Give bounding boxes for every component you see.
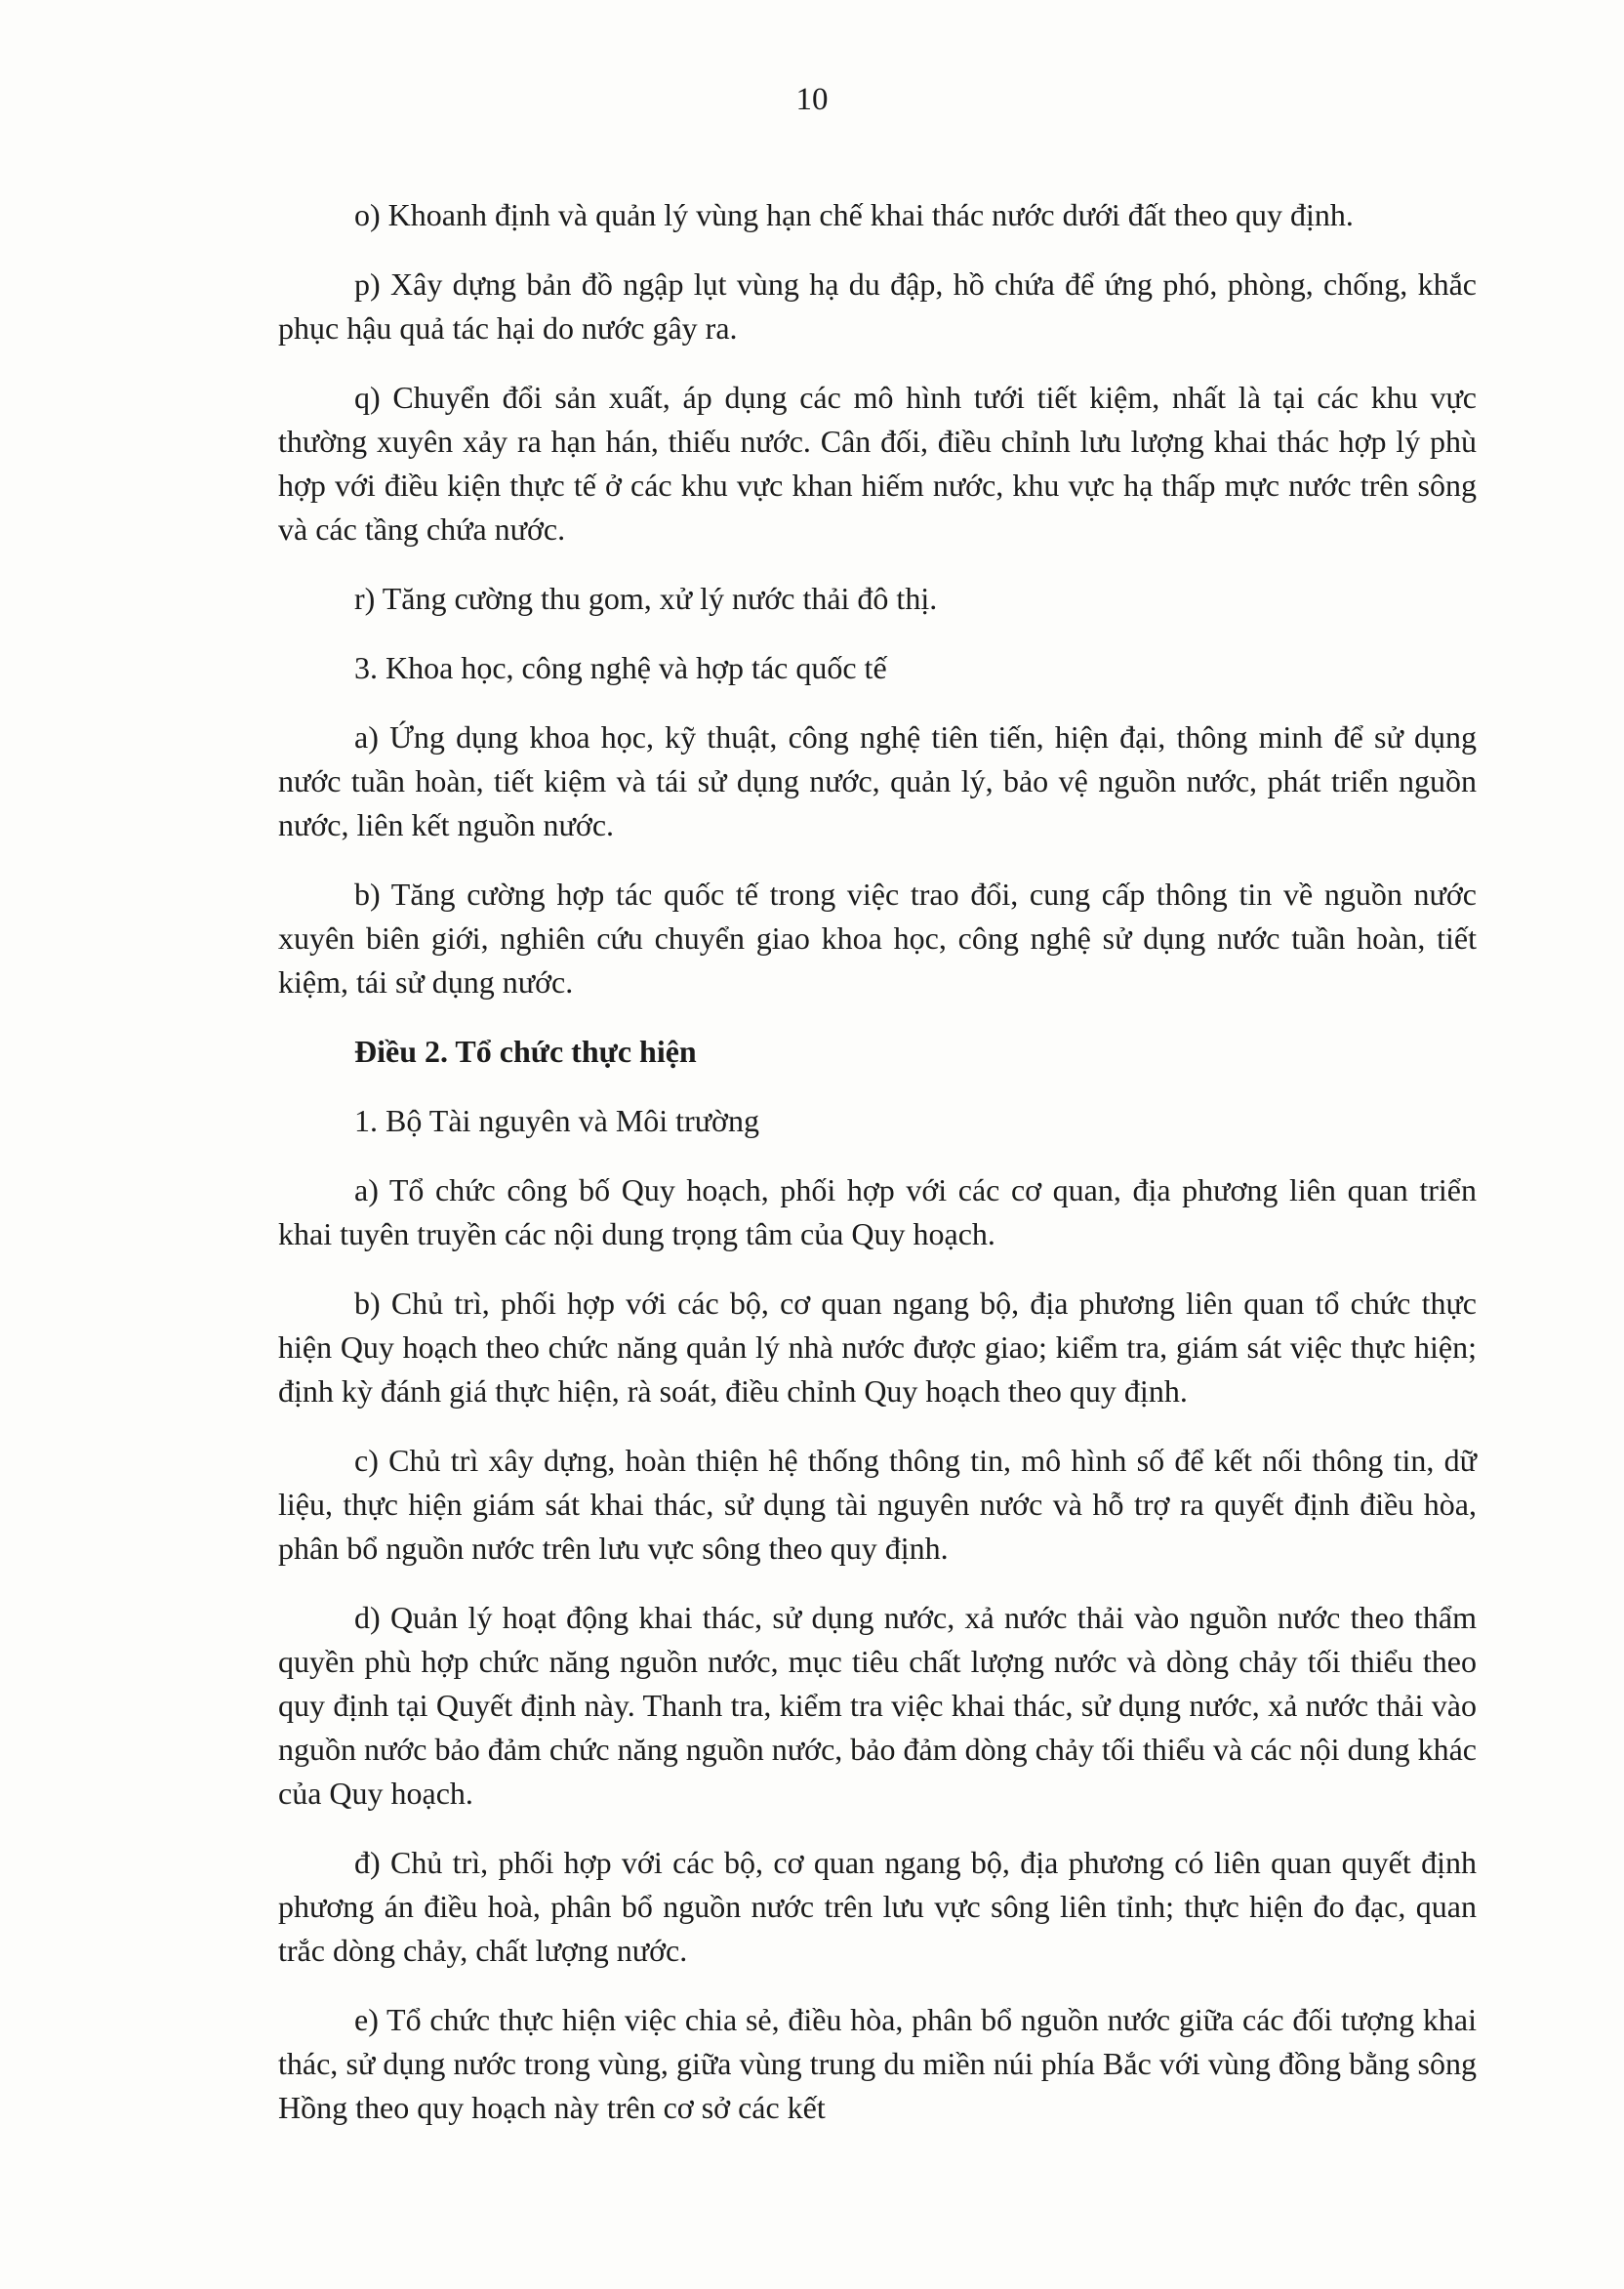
paragraph: b) Tăng cường hợp tác quốc tế trong việc trao đổi, cung cấp thông tin về nguồn nước xuyên biên giới, nghiên cứu chuyển giao khoa học, công nghệ sử dụng nước tuần hoàn, tiết kiệm, tái sử dụng nước. — [278, 877, 1477, 1000]
document-body — [278, 193, 1477, 2155]
paragraph: q) Chuyển đổi sản xuất, áp dụng các mô hình tưới tiết kiệm, nhất là tại các khu vực thường xuyên xảy ra hạn hán, thiếu nước. Cân đối, điều chỉnh lưu lượng khai thác hợp lý phù hợp với điều kiện thực tế ở các khu vực khan hiếm nước, khu vực hạ thấp mực nước trên sông và các tầng chứa nước. — [278, 380, 1477, 547]
paragraph: p) Xây dựng bản đồ ngập lụt vùng hạ du đập, hồ chứa để ứng phó, phòng, chống, khắc phục hậu quả tác hại do nước gây ra. — [278, 266, 1477, 346]
section-heading: Điều 2. Tổ chức thực hiện — [354, 1034, 697, 1069]
paragraph: d) Quản lý hoạt động khai thác, sử dụng nước, xả nước thải vào nguồn nước theo thẩm quyền phù hợp chức năng nguồn nước, mục tiêu chất lượng nước và dòng chảy tối thiểu theo quy định tại Quyết định này. Thanh tra, kiểm tra việc khai thác, sử dụng nước, xả nước thải vào nguồn nước bảo đảm chức năng nguồn nước, bảo đảm dòng chảy tối thiểu và các nội dung khác của Quy hoạch. — [278, 1600, 1477, 1811]
paragraph: o) Khoanh định và quản lý vùng hạn chế khai thác nước dưới đất theo quy định. — [354, 197, 1354, 232]
paragraph: 1. Bộ Tài nguyên và Môi trường — [354, 1103, 759, 1138]
paragraph: đ) Chủ trì, phối hợp với các bộ, cơ quan ngang bộ, địa phương có liên quan quyết định phương án điều hoà, phân bổ nguồn nước trên lưu vực sông liên tỉnh; thực hiện đo đạc, quan trắc dòng chảy, chất lượng nước. — [278, 1845, 1477, 1968]
paragraph: 3. Khoa học, công nghệ và hợp tác quốc tế — [354, 650, 887, 685]
paragraph: c) Chủ trì xây dựng, hoàn thiện hệ thống thông tin, mô hình số để kết nối thông tin, dữ liệu, thực hiện giám sát khai thác, sử dụng tài nguyên nước và hỗ trợ ra quyết định điều hòa, phân bổ nguồn nước trên lưu vực sông theo quy định. — [278, 1443, 1477, 1566]
paragraph: b) Chủ trì, phối hợp với các bộ, cơ quan ngang bộ, địa phương liên quan tổ chức thực hiện Quy hoạch theo chức năng quản lý nhà nước được giao; kiểm tra, giám sát việc thực hiện; định kỳ đánh giá thực hiện, rà soát, điều chỉnh Quy hoạch theo quy định. — [278, 1286, 1477, 1409]
paragraph: a) Ứng dụng khoa học, kỹ thuật, công nghệ tiên tiến, hiện đại, thông minh để sử dụng nước tuần hoàn, tiết kiệm và tái sử dụng nước, quản lý, bảo vệ nguồn nước, phát triển nguồn nước, liên kết nguồn nước. — [278, 719, 1477, 842]
paragraph: a) Tổ chức công bố Quy hoạch, phối hợp với các cơ quan, địa phương liên quan triển khai tuyên truyền các nội dung trọng tâm của Quy hoạch. — [278, 1172, 1477, 1251]
paragraph: e) Tổ chức thực hiện việc chia sẻ, điều hòa, phân bổ nguồn nước giữa các đối tượng khai thác, sử dụng nước trong vùng, giữa vùng trung du miền núi phía Bắc với vùng đồng bằng sông Hồng theo quy hoạch này trên cơ sở các kết — [278, 2002, 1477, 2125]
paragraph: r) Tăng cường thu gom, xử lý nước thải đô thị. — [354, 581, 938, 616]
page-number: 10 — [795, 82, 829, 117]
